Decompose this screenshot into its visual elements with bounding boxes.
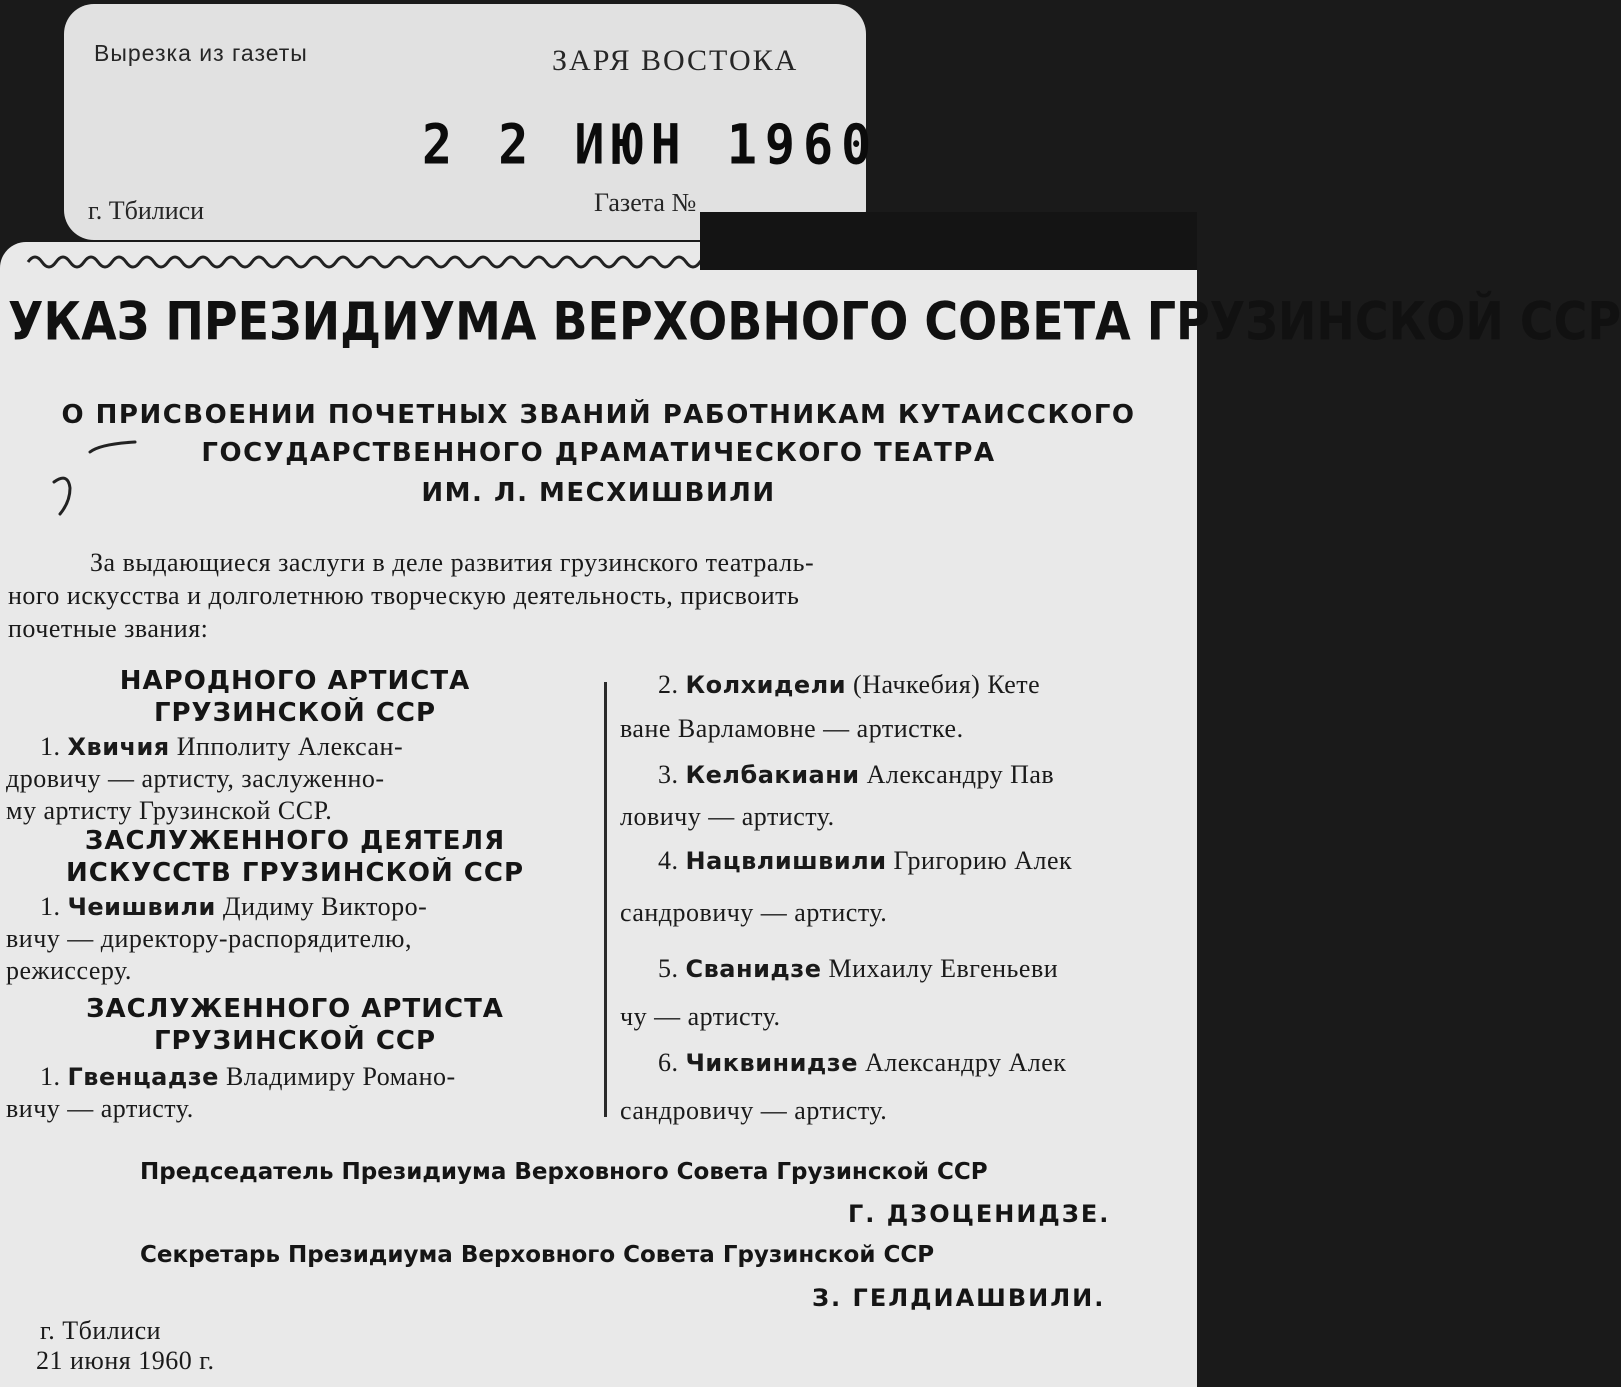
clipping-source-label: Вырезка из газеты	[94, 40, 308, 66]
place: г. Тбилиси	[40, 1316, 162, 1345]
handwritten-mark	[40, 430, 150, 530]
intro-line-1: За выдающиеся заслуги в деле развития грузинского театраль-	[90, 548, 815, 577]
list-item: 1. Гвенцадзе Владимиру Романо-	[40, 1062, 456, 1091]
list-item-line: ване Варламовне — артистке.	[620, 714, 964, 743]
list-item-line: вичу — директору-распорядителю,	[6, 924, 412, 953]
secretary-name: З. ГЕЛДИАШВИЛИ.	[812, 1284, 1106, 1312]
intro-line-3: почетные звания:	[8, 614, 209, 643]
list-item: 3. Келбакиани Александру Пав	[658, 760, 1055, 789]
list-item-line: дровичу — артисту, заслуженно-	[6, 764, 385, 793]
list-item: 2. Колхидели (Начкебия) Кете	[658, 670, 1041, 699]
subtitle-line-2: ГОСУДАРСТВЕННОГО ДРАМАТИЧЕСКОГО ТЕАТРА	[201, 438, 996, 468]
section-heading-honored-artist-1: ЗАСЛУЖЕННОГО АРТИСТА	[86, 994, 504, 1024]
list-item: 4. Нацвлишвили Григорию Алек	[658, 846, 1073, 875]
section-heading-honored-worker-2: ИСКУССТВ ГРУЗИНСКОЙ ССР	[65, 858, 525, 888]
newspaper-name: ЗАРЯ ВОСТОКА	[552, 44, 799, 77]
section-heading-honored-artist-2: ГРУЗИНСКОЙ ССР	[153, 1026, 437, 1056]
list-item: 1. Хвичия Ипполиту Алексан-	[40, 732, 404, 761]
decree-date: 21 июня 1960 г.	[36, 1346, 215, 1375]
subtitle-line-3: ИМ. Л. МЕСХИШВИЛИ	[421, 478, 776, 508]
list-item: 5. Сванидзе Михаилу Евгеньеви	[658, 954, 1059, 983]
list-item-line: вичу — артисту.	[6, 1094, 194, 1123]
label-city: г. Тбилиси	[88, 196, 205, 225]
subtitle-line-1: О ПРИСВОЕНИИ ПОЧЕТНЫХ ЗВАНИЙ РАБОТНИКАМ КУТАИССКОГО	[61, 400, 1136, 430]
list-item-line: сандровичу — артисту.	[620, 1096, 888, 1125]
clipping-label-card	[64, 4, 880, 240]
list-item-line: режиссеру.	[6, 956, 132, 985]
black-background-tab	[700, 212, 1197, 270]
gazette-number-label: Газета №	[594, 188, 697, 217]
section-heading-people-artist-1: НАРОДНОГО АРТИСТА	[119, 666, 471, 696]
list-item-line: му артисту Грузинской ССР.	[6, 796, 333, 825]
section-heading-people-artist-2: ГРУЗИНСКОЙ ССР	[153, 698, 437, 728]
chairman-title: Председатель Президиума Верховного Совета Грузинской ССР	[140, 1159, 988, 1185]
section-heading-honored-worker-1: ЗАСЛУЖЕННОГО ДЕЯТЕЛЯ	[84, 826, 506, 856]
decree-title: УКАЗ ПРЕЗИДИУМА ВЕРХОВНОГО СОВЕТА ГРУЗИНСКОЙ ССР	[8, 289, 1621, 353]
newspaper-clipping	[0, 242, 1621, 1387]
list-item-line: ловичу — артисту.	[620, 802, 835, 831]
date-stamp: 2 2 ИЮН 1960	[422, 113, 880, 177]
column-divider	[604, 682, 607, 1117]
list-item-line: сандровичу — артисту.	[620, 898, 888, 927]
list-item-line: чу — артисту.	[620, 1002, 781, 1031]
list-item: 6. Чиквинидзе Александру Алек	[658, 1048, 1067, 1077]
secretary-title: Секретарь Президиума Верховного Совета Грузинской ССР	[140, 1242, 935, 1268]
chairman-name: Г. ДЗОЦЕНИДЗЕ.	[848, 1200, 1111, 1228]
intro-line-2: ного искусства и долголетнюю творческую деятельность, присвоить	[8, 581, 800, 610]
list-item: 1. Чеишвили Дидиму Викторо-	[40, 892, 428, 921]
